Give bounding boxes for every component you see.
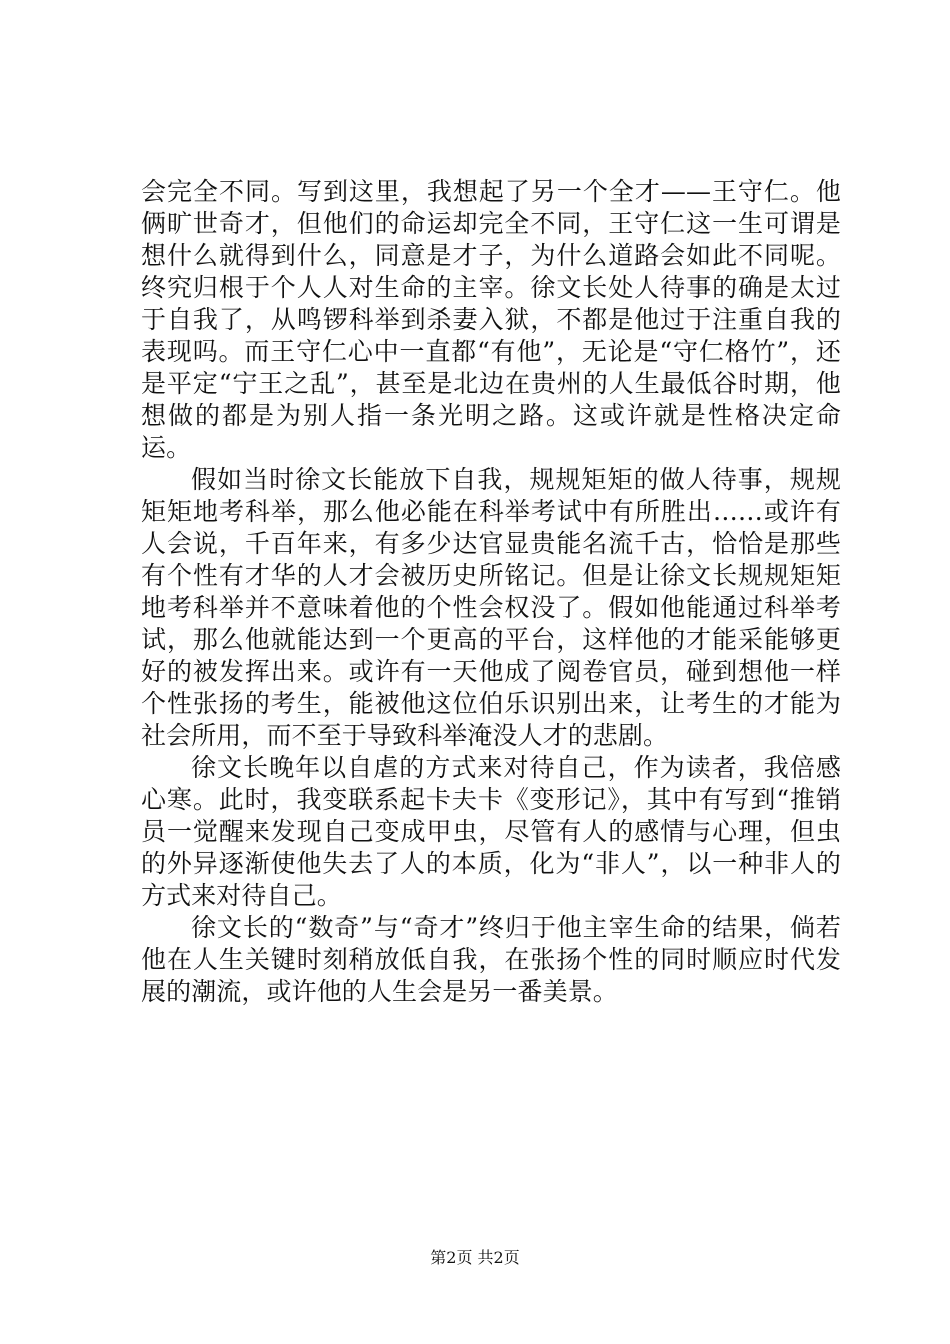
page-number-label: 第2页 共2页 (430, 1248, 520, 1267)
paragraph-1: 会完全不同。写到这里，我想起了另一个全才——王守仁。他俩旷世奇才，但他们的命运却完全不同，王守仁这一生可谓是想什么就得到什么，同意是才子，为什么道路会如此不同呢。终究归根于个人人对生命的主宰。徐文长处人待事的确是太过于自我了，从鸣锣科举到杀妻入狱，不都是他过于注重自我的表现吗。而王守仁心中一直都“有他”，无论是“守仁格竹”，还是平定“宁王之乱”，甚至是北边在贵州的人生最低谷时期，他想做的都是为别人指一条光明之路。这或许就是性格决定命运。 (141, 177, 841, 462)
paragraph-4: 徐文长的“数奇”与“奇才”终归于他主宰生命的结果，倘若他在人生关键时刻稍放低自我，在张扬个性的同时顺应时代发展的潮流，或许他的人生会是另一番美景。 (141, 913, 841, 1006)
paragraph-3: 徐文长晚年以自虐的方式来对待自己，作为读者，我倍感心寒。此时，我变联系起卡夫卡《变形记》，其中有写到“推销员一觉醒来发现自己变成甲虫，尽管有人的感情与心理，但虫的外异逐渐使他失去了人的本质，化为“非人”，以一种非人的方式来对待自己。 (141, 753, 841, 910)
paragraph-2: 假如当时徐文长能放下自我，规规矩矩的做人待事，规规矩矩地考科举，那么他必能在科举考试中有所胜出……或许有人会说，千百年来，有多少达官显贵能名流千古，恰恰是那些有个性有才华的人才会被历史所铭记。但是让徐文长规规矩矩地考科举并不意味着他的个性会权没了。假如他能通过科举考试，那么他就能达到一个更高的平台，这样他的才能采能够更好的被发挥出来。或许有一天他成了阅卷官员，碰到想他一样个性张扬的考生，能被他这位伯乐识别出来，让考生的才能为社会所用，而不至于导致科举淹没人才的悲剧。 (141, 465, 841, 750)
page-footer (0, 1245, 950, 1268)
document-body (141, 176, 841, 1008)
